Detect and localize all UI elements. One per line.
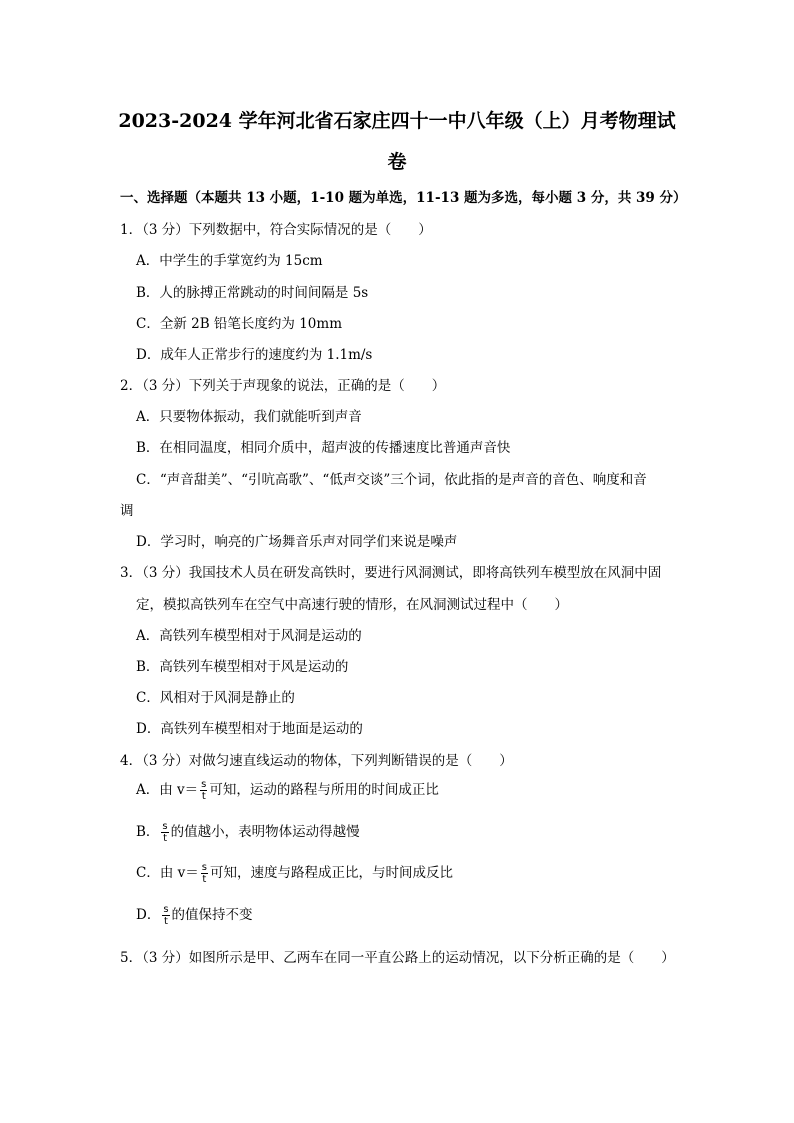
question-2-option-a: A．只要物体振动，我们就能听到声音 <box>136 409 362 425</box>
question-4-option-d <box>136 903 253 927</box>
question-3-option-d: D．高铁列车模型相对于地面是运动的 <box>136 721 363 737</box>
question-3-option-b: B．高铁列车模型相对于风是运动的 <box>136 659 349 675</box>
fraction-denominator: t <box>163 916 168 927</box>
question-3-stem: 3．（3 分）我国技术人员在研发高铁时，要进行风洞测试，即将高铁列车模型放在风洞中固 <box>120 565 662 581</box>
question-5-stem: 5．（3 分）如图所示是甲、乙两车在同一平直公路上的运动情况，以下分析正确的是（ ） <box>120 950 675 966</box>
s-over-t-fraction <box>161 821 168 844</box>
question-1-option-a: A．中学生的手掌宽约为 15cm <box>136 253 323 269</box>
option-b-suffix: 的值越小，表明物体运动得越慢 <box>170 824 360 840</box>
option-c-suffix: 可知，速度与路程成正比，与时间成反比 <box>209 865 453 881</box>
exam-title-line-1: 2023-2024 学年河北省石家庄四十一中八年级（上）月考物理试 <box>118 110 676 132</box>
option-a-prefix: A．由 v＝ <box>136 782 199 798</box>
question-3-option-a: A．高铁列车模型相对于风洞是运动的 <box>136 628 362 644</box>
fraction-denominator: t <box>163 833 167 844</box>
exam-title-line-2: 卷 <box>387 151 407 173</box>
option-d-suffix: 的值保持不变 <box>171 907 253 923</box>
fraction-numerator: s <box>162 821 168 832</box>
question-4-option-b <box>136 820 360 844</box>
question-2-option-c: C．“声音甜美”、“引吭高歌”、“低声交谈”三个词，依此指的是声音的音色、响度和音 <box>136 472 647 488</box>
fraction-numerator: s <box>201 779 207 790</box>
question-4-option-a <box>136 778 439 802</box>
option-d-prefix: D． <box>136 907 161 923</box>
s-over-t-fraction <box>200 779 207 802</box>
s-over-t-fraction <box>201 862 208 885</box>
question-1-option-c: C．全新 2B 铅笔长度约为 10mm <box>136 316 342 332</box>
question-3-stem-continuation: 定，模拟高铁列车在空气中高速行驶的情形，在风洞测试过程中（ ） <box>136 597 568 613</box>
question-4-option-c <box>136 861 453 885</box>
s-over-t-fraction <box>162 904 169 927</box>
fraction-denominator: t <box>202 874 207 885</box>
section-heading: 一、选择题（本题共 13 小题，1-10 题为单选，11-13 题为多选，每小题 3 分，共 39 分） <box>120 190 687 206</box>
fraction-numerator: s <box>163 904 169 915</box>
question-3-option-c: C．风相对于风洞是静止的 <box>136 690 295 706</box>
question-2-option-c-continuation: 调 <box>120 503 134 519</box>
fraction-numerator: s <box>201 862 207 873</box>
question-1-option-b: B．人的脉搏正常跳动的时间间隔是 5s <box>136 285 369 301</box>
question-1-stem: 1．（3 分）下列数据中，符合实际情况的是（ ） <box>120 222 432 238</box>
fraction-denominator: t <box>201 791 206 802</box>
question-1-option-d: D．成年人正常步行的速度约为 1.1m/s <box>136 347 373 363</box>
question-2-option-b: B．在相同温度，相同介质中，超声波的传播速度比普通声音快 <box>136 440 511 456</box>
question-2-option-d: D．学习时，响亮的广场舞音乐声对同学们来说是噪声 <box>136 534 458 550</box>
question-4-stem: 4．（3 分）对做匀速直线运动的物体，下列判断错误的是（ ） <box>120 753 513 769</box>
option-a-suffix: 可知，运动的路程与所用的时间成正比 <box>209 782 439 798</box>
question-2-stem: 2．（3 分）下列关于声现象的说法，正确的是（ ） <box>120 378 446 394</box>
option-c-prefix: C．由 v＝ <box>136 865 199 881</box>
option-b-prefix: B． <box>136 824 160 840</box>
